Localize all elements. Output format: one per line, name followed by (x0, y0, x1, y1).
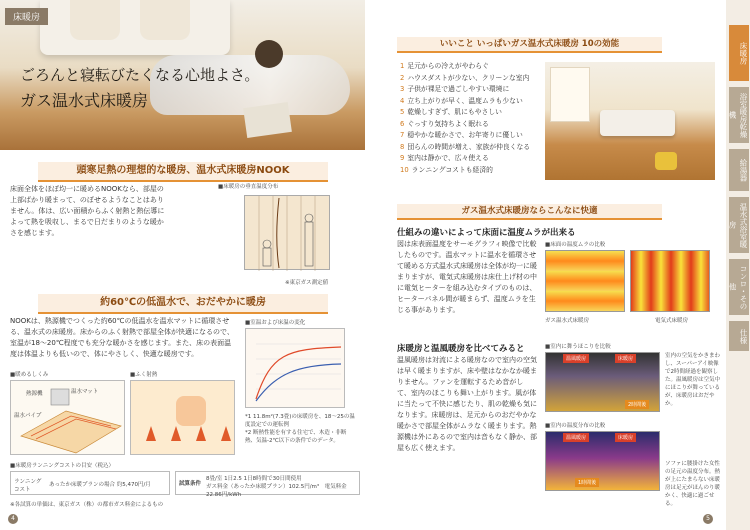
toy-shape (655, 152, 677, 170)
sub-heading-2: 床暖房と温風暖房を比べてみると (397, 344, 525, 354)
mech-label-pipe: 温水パイプ (14, 413, 42, 419)
side-tab-bath-dryer[interactable]: 浴室暖房乾燥機 (729, 87, 749, 143)
effects-list (400, 61, 550, 176)
mech-label-boiler: 熱源機 (26, 391, 43, 397)
temp-curves (246, 329, 346, 409)
cushion-shape (140, 0, 190, 40)
thermo-electric-image (630, 250, 710, 312)
temp-tag-floor: 床暖房 (615, 433, 636, 442)
thermo-gas-image (545, 250, 625, 312)
living-room-photo (545, 62, 715, 180)
thermo-label: ■床面の温度ムラの比較 (545, 242, 606, 248)
temp-text: ソファに腰掛けた女性の足元の温度分布。熱が上にたまらない床暖房は足元がほんのり暖かく、快適に過ごせる。 (665, 461, 721, 507)
section-1-body: 床面全体をほぼ均一に暖めるNOOKなら、部屋の上部ばかり暖まって、のぼせるようなことはありません。体は、広い面積からふく射熱と熱伝導によって熱を吸収し、まるで日だまりのような暖かさを感じます。 (10, 185, 165, 237)
section-title-1: 頭寒足熱の理想的な暖房、温水式床暖房NOOK (38, 162, 328, 182)
effect-item: 1 足元からの冷えがやわらぐ (400, 62, 489, 70)
cost-cond-text: 8畳/室 1日2.5 1日8時間で30日間使用 ガス料金（あったか床暖プラン）102.5円/m³ 電気料金22.86円/kWh (206, 476, 347, 498)
dust-tag-warm-air: 温風暖房 (563, 354, 589, 363)
sofa-shape (40, 0, 230, 55)
fig-label: ■床暖房の垂直温度分布 (218, 184, 279, 190)
section-tab: 床暖房 (5, 8, 48, 25)
vertical-temp-chart (244, 195, 330, 270)
radiation-label: ■ふく射熱 (130, 372, 158, 378)
footnote: ※各試算の単価は、東京ガス（株）の都市ガス料金によるもの (10, 502, 164, 508)
effect-item: 6 ぐっすり気持ちよく眠れる (400, 119, 489, 128)
mechanism-label: ■暖めるしくみ (10, 372, 49, 378)
side-tab-spec[interactable]: 仕様 (729, 321, 749, 351)
dust-label: ■室内に舞うほこりを比較 (545, 344, 611, 350)
window-shape (550, 67, 590, 122)
sub-heading-1: 仕組みの違いによって床面に温度ムラが出来る (397, 228, 576, 238)
dust-text: 室内の空気をかきまわし、スーパーアイ映像で2時間経過を観察した。温風暖房は空気中にほこりが舞っているが、床暖房はおだやか。 (665, 353, 721, 407)
room-floor-temp-graph (245, 328, 345, 408)
thermo-caption-gas: ガス温水式床暖房 (545, 318, 590, 324)
cost-conditions-box (175, 471, 360, 498)
graph-label: ■室温および床温の変化 (245, 320, 306, 326)
comfort-title: ガス温水式床暖房ならこんなに快適 (397, 204, 662, 220)
page-number-left: 4 (8, 514, 18, 524)
right-page (385, 0, 725, 530)
section-title-2: 約60℃の低温水で、おだやかに暖房 (38, 294, 328, 314)
graph-notes: *1 11.8m²(7.3畳)の床暖房を、18～25の温度設定での運転例 *2 断熱性能を有する住宅で、木造・非断熱、気温-2℃以下の条件でのデータ。 (245, 414, 355, 444)
cushion-shape (70, 0, 120, 40)
side-tab-floor-heating[interactable]: 床暖房 (729, 25, 749, 81)
effect-item: 7 穏やかな暖かさで、お年寄りに優しい (400, 131, 523, 139)
catch-line: ごろんと寝転びたくなる心地よさ。 (20, 66, 260, 84)
temperature-profile-graphic (245, 196, 331, 271)
effect-item: 9 室内は静かで、広々使える (400, 154, 489, 162)
temp-tag-warm-air: 温風暖房 (563, 433, 589, 442)
side-tab-bath-heater[interactable]: 温水式浴室暖房 (729, 197, 749, 253)
running-cost-box (10, 471, 170, 495)
sofa-shape (600, 110, 675, 136)
effect-item: 4 立ち上がりが早く、温度ムラも少ない (400, 96, 523, 105)
mech-label-mat: 温水マット (71, 389, 99, 395)
sub1-body: 図は床表面温度をサーモグラフィ映像で比較したものです。温水マットに温水を循環させて暖める方式温水式床暖房は全体が均一に暖まりますが、電気式床暖房は床仕上げ材の中に電気ヒーターを組み込むタイプのものは、ヒーターパネル間が暖まらず、温度ムラを生じる事があります。 (397, 240, 537, 314)
catch-line: ガス温水式床暖房 (20, 91, 149, 110)
page-number-right: 5 (703, 514, 713, 524)
effect-item: 2 ハウスダストが少ない、クリーンな室内 (400, 73, 530, 82)
effect-item: 8 団らんの時間が増え、家族が仲良くなる (400, 142, 531, 151)
side-tab-water-heater[interactable]: 給湯器 (729, 149, 749, 191)
section-2-body: NOOKは、熱源機でつくった約60℃の低温水を温水マットに循環させる、温水式の床暖房。床からのふく射熱で部屋全体が快適になるので、室温が18～20℃程度でも充分な暖かさを感じます。また、床の表面温度は体温よりも低いので、体にやさしく、快適な暖房です。 (10, 317, 234, 358)
temp-tag-time: 1時間後 (575, 478, 599, 487)
dust-tag-floor: 床暖房 (615, 354, 636, 363)
sub2-body: 温風暖房は対流による暖房なので室内の空気は早く暖まりますが、床や壁はなかなか暖まりません。ファンを運転するため音がして、室内のほこりも舞い上がります。風が体に当たって不快に感じたり、肌の乾燥も気になります。床暖房は、足元からのおだやかな暖かさで部屋全体がムラなく暖まります。熱源機は外にあるので室内は音もなく静か、部屋も広く使えます。 (397, 356, 537, 452)
side-tab-cooker[interactable]: コンロ・その他 (729, 259, 749, 315)
side-tabs (726, 0, 750, 530)
mechanism-diagram (10, 380, 125, 455)
left-page (0, 0, 365, 530)
temp-label: ■室内の温度分布の比較 (545, 423, 606, 429)
effect-item: 3 子供が裸足で過ごしやすい環境に (400, 85, 510, 93)
radiation-arrows (131, 381, 236, 456)
cost-row-head: ランニングコスト (14, 479, 42, 493)
fig-note: ※東京ガス測定値 (285, 280, 329, 286)
effect-item: 5 乾燥しすぎず、肌にもやさしい (400, 108, 502, 116)
cost-cond-label: 試算条件 (179, 481, 202, 487)
dust-tag-time: 2時間後 (625, 400, 649, 409)
cost-row-value: あったか床暖プランの場合 約5,470円/月 (49, 482, 151, 488)
catch-copy (20, 62, 259, 114)
thermo-caption-electric: 電気式床暖房 (655, 318, 689, 324)
effect-item: 10 ランニングコストも経済的 (400, 165, 493, 174)
radiation-diagram (130, 380, 235, 455)
running-cost-label: ■床暖房ランニングコストの目安（税込） (10, 463, 114, 469)
effects-title: いいこと いっぱいガス温水式床暖房 10の効能 (397, 37, 662, 53)
